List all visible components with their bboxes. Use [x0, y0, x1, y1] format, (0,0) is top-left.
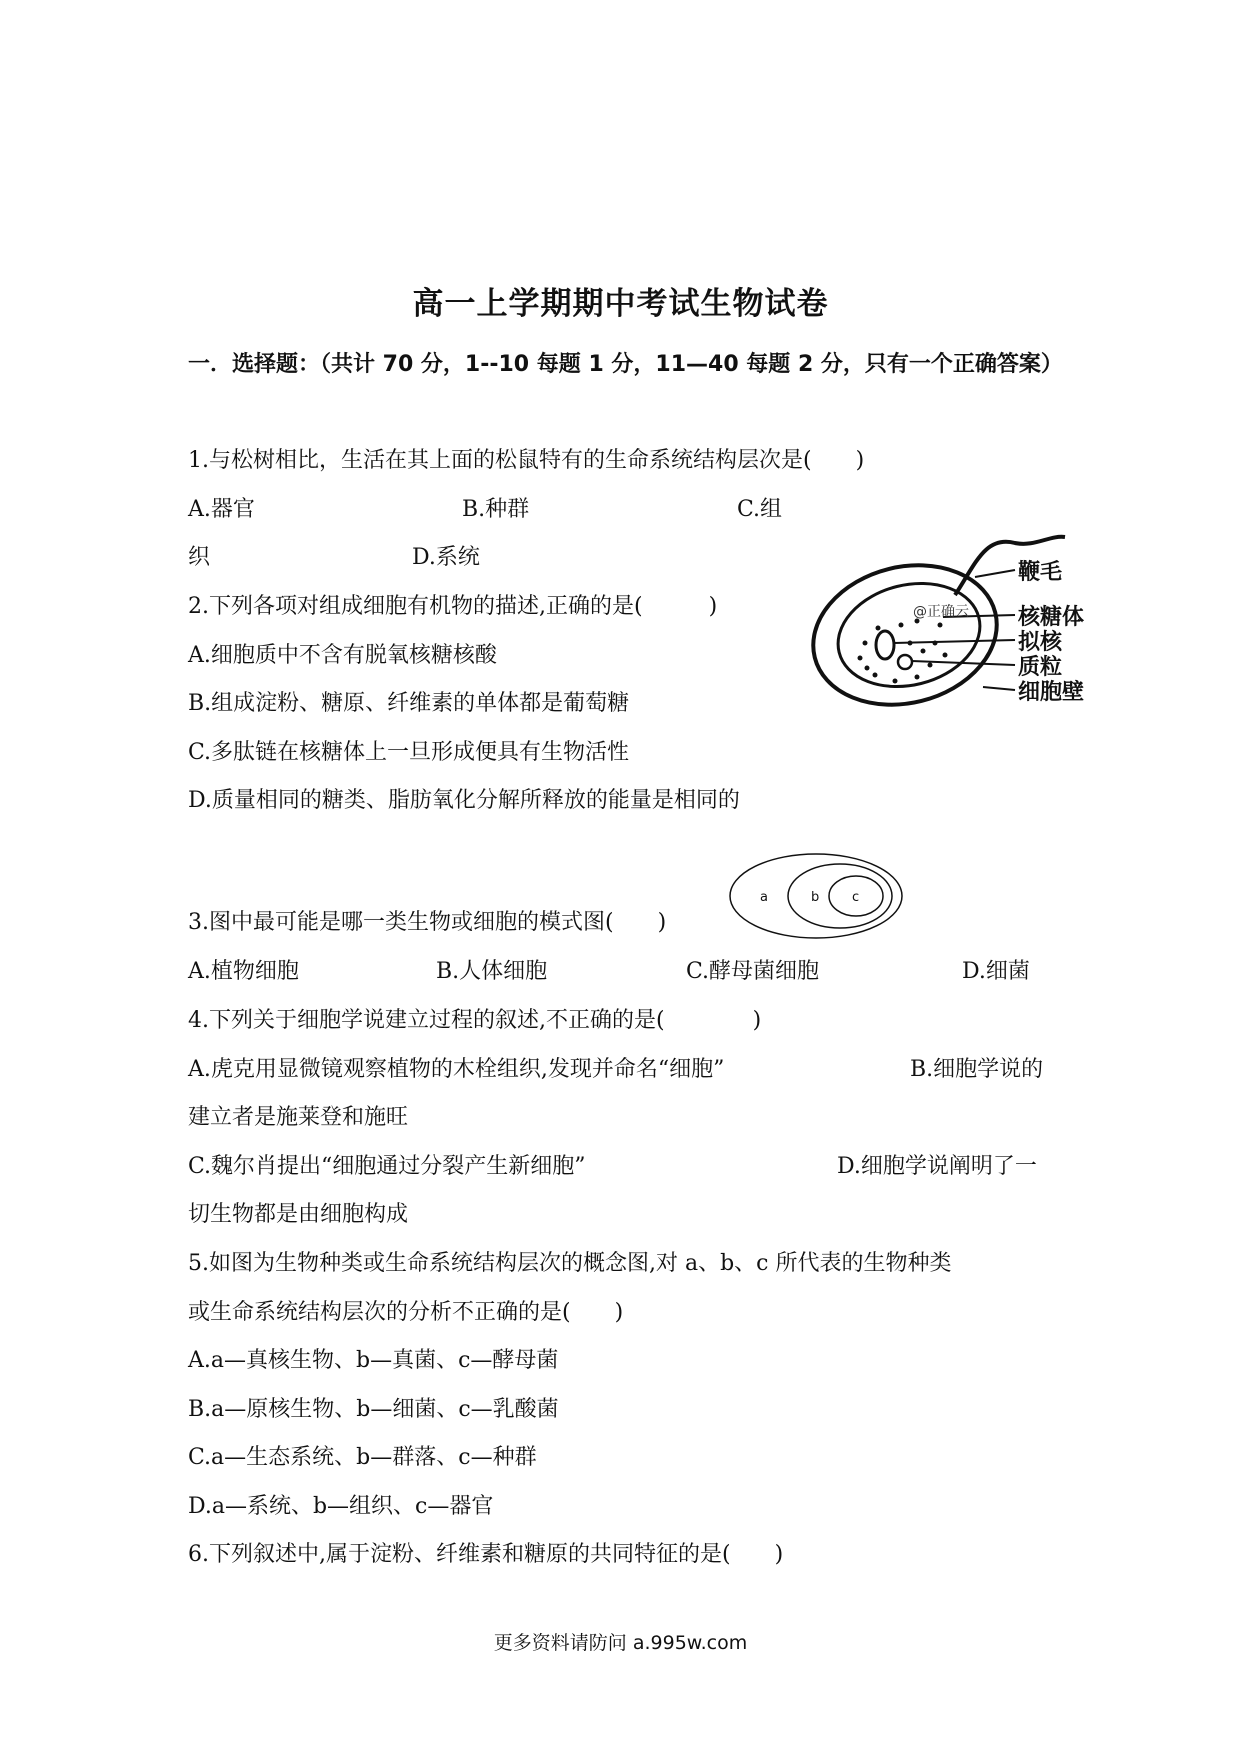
q2-option-d: D.质量相同的糖类、脂肪氧化分解所释放的能量是相同的 — [188, 788, 740, 813]
q1-option-c-cont: 织 — [188, 545, 211, 570]
q5-option-d: D.a—系统、b—组织、c—器官 — [188, 1494, 494, 1519]
venn-label-a: a — [760, 890, 768, 905]
q2-option-b: B.组成淀粉、糖原、纤维素的单体都是葡萄糖 — [188, 691, 630, 716]
q3-option-c: C.酵母菌细胞 — [686, 959, 820, 984]
q5-option-c: C.a—生态系统、b—群落、c—种群 — [188, 1445, 537, 1470]
q1-option-c: C.组 — [737, 497, 783, 522]
label-cell-wall: 细胞壁 — [1018, 680, 1085, 705]
q2-option-a: A.细胞质中不含有脱氧核糖核酸 — [188, 643, 497, 668]
q4-option-d: D.细胞学说阐明了一 — [837, 1154, 1037, 1179]
page-title: 高一上学期期中考试生物试卷 — [412, 286, 829, 322]
q2-option-c: C.多肽链在核糖体上一旦形成便具有生物活性 — [188, 740, 630, 765]
footer-text: 更多资料请防问 a.995w.com — [493, 1632, 748, 1654]
q3-option-b: B.人体细胞 — [436, 959, 548, 984]
q3-option-a: A.植物细胞 — [188, 959, 299, 984]
question-5-stem: 5.如图为生物种类或生命系统结构层次的概念图,对 a、b、c 所代表的生物种类 — [188, 1251, 952, 1276]
q1-option-a: A.器官 — [188, 497, 255, 522]
label-ribosome: 核糖体 — [1018, 605, 1085, 630]
question-6-stem: 6.下列叙述中,属于淀粉、纤维素和糖原的共同特征的是( ) — [188, 1542, 784, 1567]
question-4-stem: 4.下列关于细胞学说建立过程的叙述,不正确的是( ) — [188, 1008, 762, 1033]
q4-option-a: A.虎克用显微镜观察植物的木栓组织,发现并命名“细胞” — [188, 1057, 725, 1082]
question-3-stem: 3.图中最可能是哪一类生物或细胞的模式图( ) — [188, 910, 667, 935]
venn-label-c: c — [852, 890, 860, 905]
q4-option-b-cont: 建立者是施莱登和施旺 — [188, 1105, 409, 1130]
venn-figure — [728, 850, 910, 940]
question-5-stem-cont: 或生命系统结构层次的分析不正确的是( ) — [188, 1300, 624, 1325]
q4-option-c: C.魏尔肖提出“细胞通过分裂产生新细胞” — [188, 1154, 586, 1179]
q5-option-b: B.a—原核生物、b—细菌、c—乳酸菌 — [188, 1397, 559, 1422]
question-1-stem: 1.与松树相比，生活在其上面的松鼠特有的生命系统结构层次是( ) — [188, 448, 865, 473]
q4-option-d-cont: 切生物都是由细胞构成 — [188, 1202, 409, 1227]
watermark-stray-text: @正确云 — [913, 604, 969, 620]
q1-option-b: B.种群 — [462, 497, 530, 522]
label-nucleoid: 拟核 — [1018, 630, 1063, 655]
label-plasmid: 质粒 — [1018, 655, 1063, 680]
venn-label-b: b — [811, 890, 820, 905]
bacterium-cell-figure — [805, 525, 1105, 735]
q5-option-a: A.a—真核生物、b—真菌、c—酵母菌 — [188, 1348, 559, 1373]
question-2-stem: 2.下列各项对组成细胞有机物的描述,正确的是( ) — [188, 594, 718, 619]
section-heading: 一．选择题：（共计 70 分，1--10 每题 1 分，11—40 每题 2 分，只有一个正确答案） — [188, 352, 1063, 377]
q4-option-b: B.细胞学说的 — [910, 1057, 1044, 1082]
q3-option-d: D.细菌 — [962, 959, 1030, 984]
q1-option-d: D.系统 — [412, 545, 480, 570]
label-flagellum: 鞭毛 — [1018, 560, 1063, 585]
